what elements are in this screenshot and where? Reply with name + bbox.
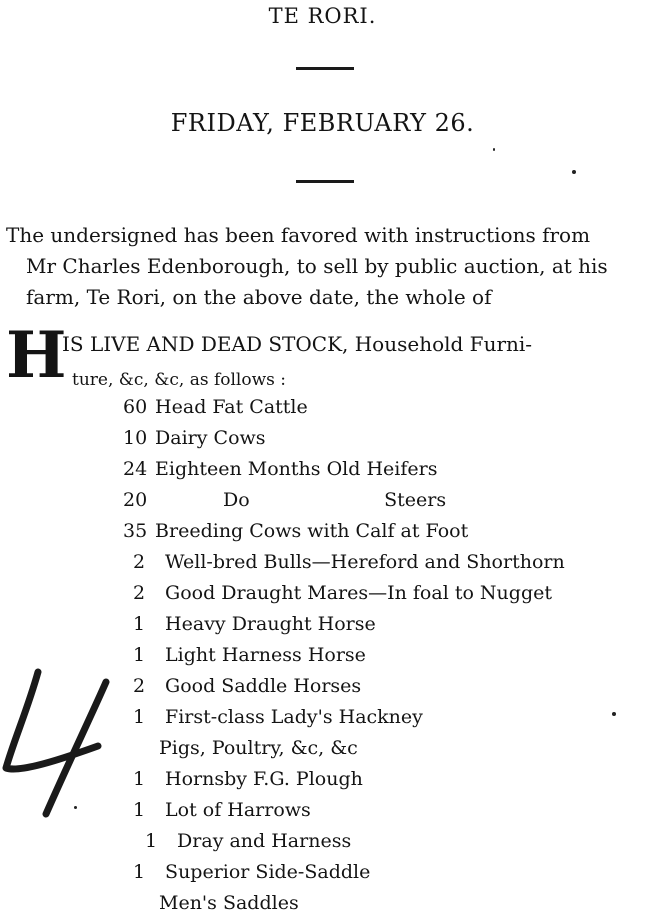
print-speck: [74, 806, 77, 809]
list-item: [123, 458, 437, 480]
item-quantity: 2: [133, 582, 146, 604]
item-description: Light Harness Horse: [165, 644, 366, 666]
list-item: [133, 675, 361, 697]
item-description: Pigs, Poultry, &c, &c: [159, 737, 358, 759]
print-speck: [612, 712, 616, 716]
item-description: Eighteen Months Old Heifers: [155, 458, 438, 480]
item-quantity: 1: [133, 799, 146, 821]
item-description: Hornsby F.G. Plough: [165, 768, 363, 790]
print-speck: [493, 148, 495, 151]
item-description: Superior Side-Saddle: [165, 861, 371, 883]
list-item: [133, 861, 370, 883]
item-quantity: 24: [123, 458, 148, 480]
intro-paragraph: [6, 220, 642, 313]
list-item: [145, 830, 351, 852]
list-item: [133, 644, 366, 666]
item-quantity: 1: [133, 644, 146, 666]
item-quantity: 2: [133, 551, 146, 573]
list-item: [133, 768, 363, 790]
list-item: [123, 520, 468, 542]
list-item: [133, 582, 552, 604]
item-description: Dairy Cows: [155, 427, 266, 449]
list-item: [159, 892, 299, 914]
item-description: Head Fat Cattle: [155, 396, 308, 418]
item-quantity: 1: [133, 861, 146, 883]
list-item: [133, 706, 423, 728]
intro-line: Mr Charles Edenborough, to sell by public auction, at his: [26, 254, 608, 278]
list-item: [133, 551, 565, 573]
item-description: Men's Saddles: [159, 892, 299, 914]
item-description: Good Saddle Horses: [165, 675, 362, 697]
intro-line: The undersigned has been favored with instructions from: [6, 223, 591, 247]
list-item: [133, 799, 311, 821]
list-item: [123, 396, 308, 418]
item-quantity: 1: [133, 613, 146, 635]
list-item: [123, 489, 446, 511]
item-quantity: 20: [123, 489, 148, 511]
item-quantity: 1: [145, 830, 158, 852]
place-heading: TE RORI.: [268, 4, 377, 28]
intro-line: farm, Te Rori, on the above date, the whole of: [26, 285, 492, 309]
item-quantity: 2: [133, 675, 146, 697]
item-description-continued: Steers: [384, 489, 447, 511]
item-description: Dray and Harness: [177, 830, 352, 852]
item-description: Do: [223, 489, 250, 511]
print-speck: [572, 170, 576, 174]
item-description: Lot of Harrows: [165, 799, 311, 821]
item-quantity: 1: [133, 768, 146, 790]
list-item: [123, 427, 266, 449]
divider-rule: [296, 180, 354, 183]
drop-cap: H: [6, 318, 67, 393]
lead-line-continued: ture, &c, &c, as follows :: [72, 370, 287, 390]
item-quantity: 10: [123, 427, 148, 449]
item-description: Breeding Cows with Calf at Foot: [155, 520, 469, 542]
handwritten-mark: [2, 668, 122, 818]
sale-date-heading: FRIDAY, FEBRUARY 26.: [170, 109, 475, 137]
lead-line: IS LIVE AND DEAD STOCK, Household Furni-: [62, 332, 533, 356]
item-description: Good Draught Mares—In foal to Nugget: [165, 582, 552, 604]
item-quantity: 60: [123, 396, 148, 418]
item-description: Heavy Draught Horse: [165, 613, 376, 635]
list-item: [133, 613, 376, 635]
item-quantity: 35: [123, 520, 148, 542]
item-quantity: 1: [133, 706, 146, 728]
list-item: [159, 737, 358, 759]
item-description: Well-bred Bulls—Hereford and Shorthorn: [165, 551, 565, 573]
divider-rule: [296, 67, 354, 70]
item-description: First-class Lady's Hackney: [165, 706, 423, 728]
